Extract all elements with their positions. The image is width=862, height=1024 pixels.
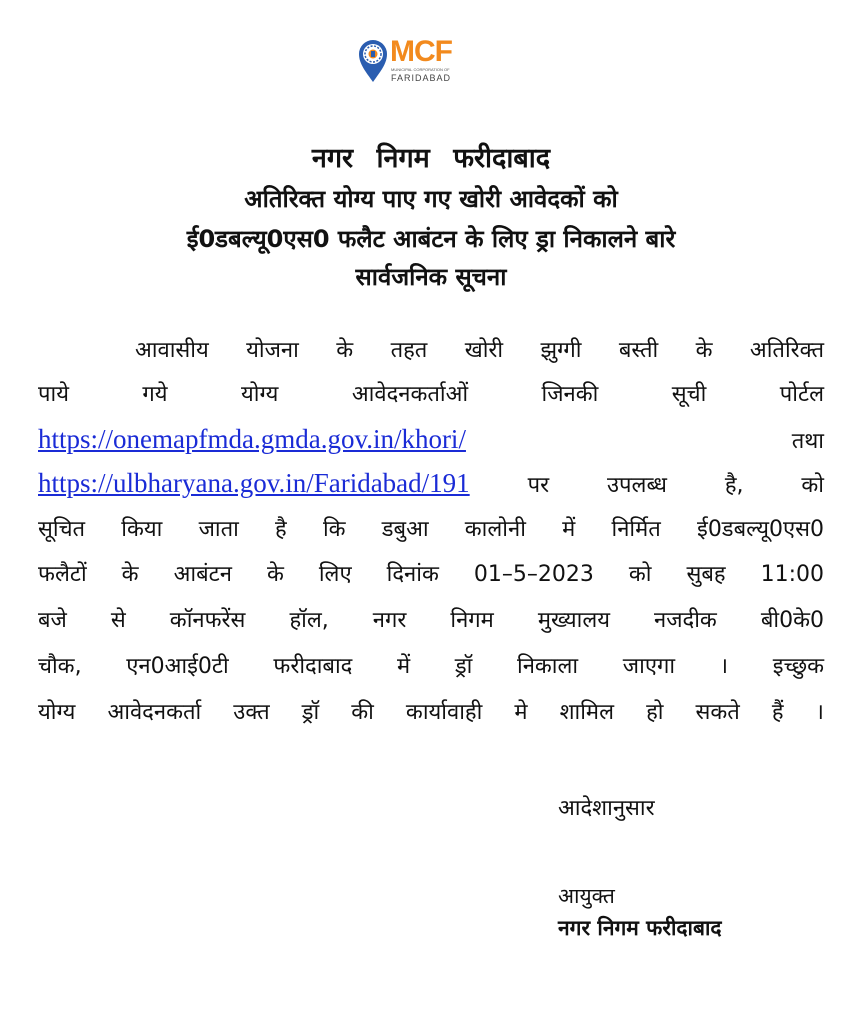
notice-line-3 (38, 424, 824, 457)
mcf-logo (356, 36, 456, 86)
notice-line-1: आवासीय योजना के तहत खोरी झुग्गी बस्ती के अतिरिक्त (135, 338, 824, 363)
logo-brand-text: MCF (390, 35, 452, 68)
mcf-emblem-icon (356, 36, 390, 84)
signature-by-order: आदेशानुसार (558, 796, 655, 821)
logo-tagline: MUNICIPAL CORPORATION OF (391, 67, 450, 72)
ulb-haryana-link[interactable]: https://ulbharyana.gov.in/Faridabad/191 (38, 468, 470, 498)
heading-organization: नगर निगम फरीदाबाद (311, 143, 551, 174)
heading-line-1: अतिरिक्त योग्य पाए गए खोरी आवेदकों को (244, 185, 618, 213)
notice-line-8: चौक, एन0आई0टी फरीदाबाद में ड्रॉ निकाला जाएगा । इच्छुक (38, 654, 824, 679)
notice-line-9: योग्य आवेदनकर्ता उक्त ड्रॉ की कार्यावाही मे शामिल हो सकते हैं । (38, 700, 824, 725)
notice-line-5: सूचित किया जाता है कि डबुआ कालोनी में निर्मित ई0डबल्यू0एस0 (38, 517, 824, 542)
notice-line-4 (38, 468, 824, 501)
signature-title: आयुक्त (558, 884, 615, 908)
notice-line-6: फलैटों के आबंटन के लिए दिनांक 01–5–2023 को सुबह 11:00 (38, 562, 824, 587)
notice-line-7: बजे से कॉनफरेंस हॉल, नगर निगम मुख्यालय नजदीक बी0के0 (38, 608, 824, 633)
signature-organization: नगर निगम फरीदाबाद (558, 916, 722, 940)
khori-portal-link[interactable]: https://onemapfmda.gmda.gov.in/khori/ (38, 424, 466, 454)
heading-line-2: ई0डबल्यू0एस0 फलैट आबंटन के लिए ड्रा निकालने बारे (186, 225, 676, 253)
notice-line-2: पाये गये योग्य आवेदनकर्ताओं जिनकी सूची पोर्टल (38, 382, 824, 407)
notice-line-3-tail: तथा (791, 429, 824, 454)
heading-line-3: सार्वजनिक सूचना (355, 263, 507, 291)
logo-city: FARIDABAD (391, 73, 452, 83)
notice-line-4-tail: पर उपलब्ध है, को (527, 473, 824, 498)
